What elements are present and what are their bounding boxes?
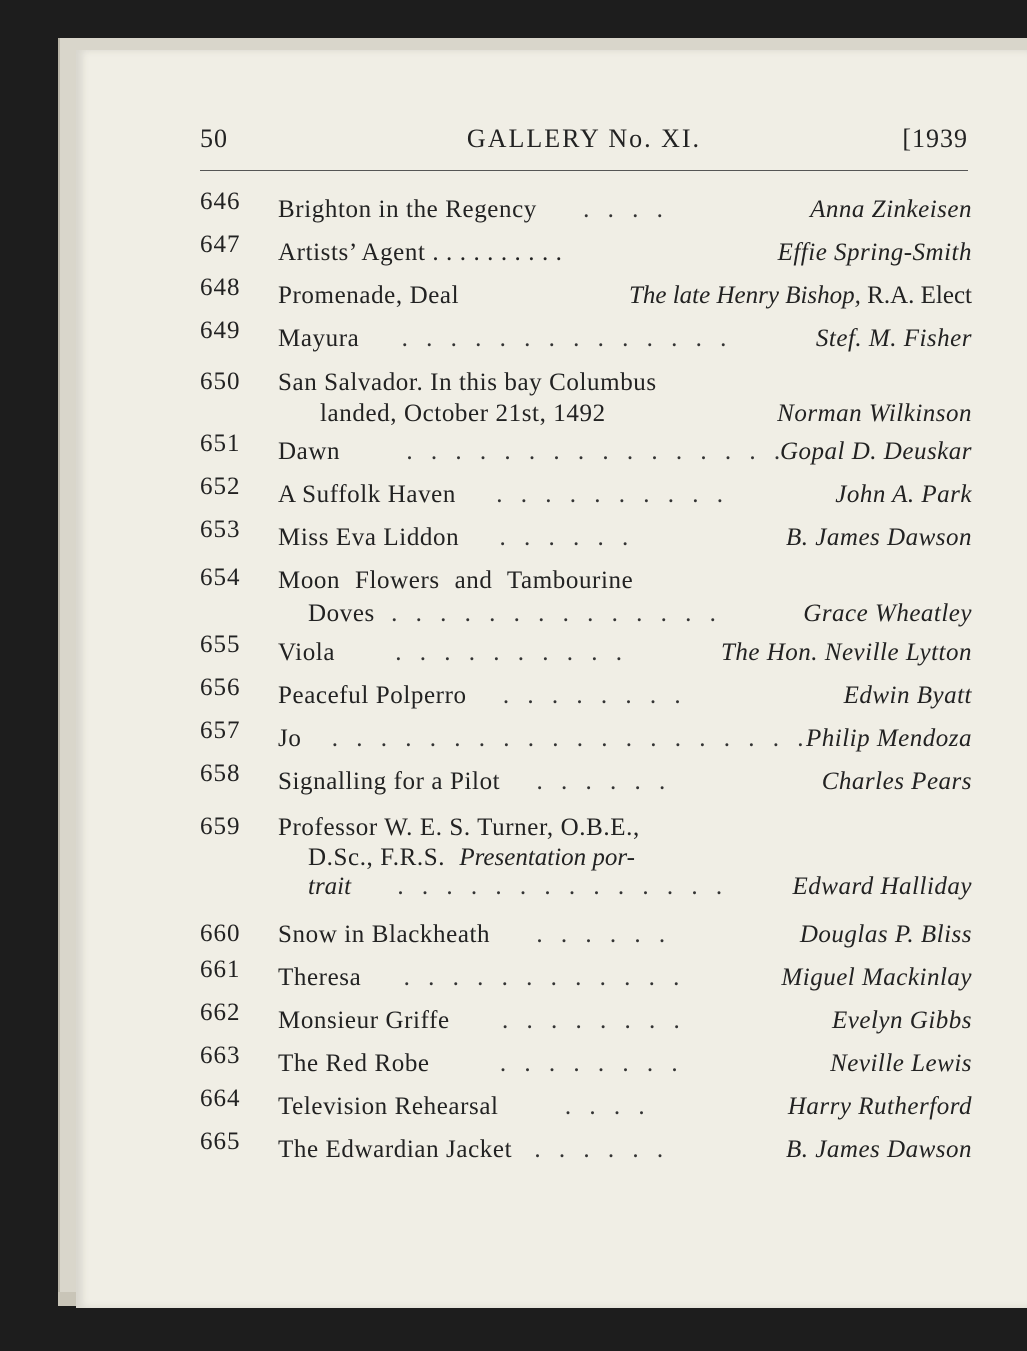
leader-dots: . . . . . . . . . . . . . . . .	[406, 438, 787, 465]
leader-dots: . . . .	[583, 196, 669, 223]
leader-dots: . . . . . . . . . .	[496, 481, 729, 508]
entry-number: 652	[200, 473, 241, 500]
entry-number: 648	[200, 274, 241, 301]
entry-number: 653	[200, 516, 241, 543]
entry-artist: Edwin Byatt	[843, 682, 972, 709]
leader-dots: . . . . . . . . . . . . . . . . . . . .	[331, 725, 810, 752]
entry-artist: Gopal D. Deuskar	[779, 438, 972, 465]
entry-title: Promenade, Deal	[278, 282, 460, 309]
entry-title: Dawn	[278, 438, 341, 465]
list-item	[200, 1128, 972, 1171]
list-item	[200, 760, 972, 803]
entry-title: Signalling for a Pilot	[278, 768, 501, 795]
list-item	[200, 631, 972, 674]
leader-dots: . . . . . . . . . . . .	[403, 964, 686, 991]
entry-title: Jo	[278, 725, 302, 752]
leader-dots: . . . . . .	[536, 768, 672, 795]
entry-number: 661	[200, 956, 241, 983]
leader-dots: . . . . . . . .	[501, 1007, 686, 1034]
entry-artist: John A. Park	[835, 481, 972, 508]
entry-number: 651	[200, 430, 241, 457]
entry-title-cont: landed, October 21st, 1492	[320, 400, 606, 427]
entry-number: 665	[200, 1128, 241, 1155]
entry-title: Brighton in the Regency	[278, 196, 537, 223]
catalogue-year: [1939	[902, 124, 968, 153]
list-item	[200, 564, 972, 631]
list-item	[200, 813, 972, 906]
entry-artist: Stef. M. Fisher	[815, 325, 972, 352]
entry-artist: Anna Zinkeisen	[810, 196, 972, 223]
entry-artist: The Hon. Neville Lytton	[720, 639, 972, 666]
entry-title: San Salvador. In this bay Columbus	[278, 369, 657, 396]
list-item	[200, 999, 972, 1042]
entry-number: 647	[200, 231, 241, 258]
entry-title: Viola	[278, 639, 336, 666]
entry-number: 663	[200, 1042, 241, 1069]
entry-title: Moon Flowers and Tambourine	[278, 567, 634, 594]
list-item	[200, 473, 972, 516]
list-item	[200, 913, 972, 956]
entry-title: The Red Robe	[278, 1050, 430, 1077]
leader-dots: . . . . . . . . . . . . . .	[391, 600, 722, 627]
leader-dots: . . . . . .	[536, 921, 672, 948]
list-item	[200, 430, 972, 473]
entry-artist: The late Henry Bishop,	[628, 282, 861, 309]
entry-number: 650	[200, 368, 241, 395]
entry-title: A Suffolk Haven	[278, 481, 456, 508]
gallery-title: GALLERY No. XI.	[466, 124, 702, 153]
entry-title: Television Rehearsal	[278, 1093, 499, 1120]
leader-dots: . . . . . . . . . . . . . .	[397, 873, 729, 900]
list-item	[200, 1042, 972, 1085]
entry-title: Professor W. E. S. Turner, O.B.E.,	[278, 814, 640, 841]
entry-artist: Grace Wheatley	[803, 600, 972, 627]
leader-dots: . . . . . . . . . .	[395, 639, 629, 666]
entry-number: 657	[200, 717, 241, 744]
entry-number: 662	[200, 999, 241, 1026]
entry-number: 659	[200, 813, 241, 840]
entry-artist: Evelyn Gibbs	[832, 1007, 972, 1034]
list-item	[200, 317, 972, 360]
entry-title: Theresa	[278, 964, 362, 991]
entry-title: Snow in Blackheath	[278, 921, 491, 948]
entry-number: 646	[200, 188, 241, 215]
entry-title: Artists’ Agent . . . . . . . . . .	[278, 239, 563, 266]
leader-dots: . . . . . . . .	[502, 682, 687, 709]
entry-number: 655	[200, 631, 241, 658]
list-item	[200, 274, 972, 317]
list-item	[200, 1085, 972, 1128]
entry-artist: Douglas P. Bliss	[799, 921, 972, 948]
entry-number: 649	[200, 317, 241, 344]
entry-artist: Effie Spring-Smith	[777, 239, 972, 266]
entry-artist: Harry Rutherford	[787, 1093, 972, 1120]
entry-number: 664	[200, 1085, 241, 1112]
entry-artist: Neville Lewis	[830, 1050, 972, 1077]
entry-number: 654	[200, 564, 241, 591]
leader-dots: . . . . . . . . . . . . . .	[401, 325, 733, 352]
entry-artist: B. James Dawson	[786, 524, 972, 551]
header-rule	[200, 170, 968, 171]
entry-artist: Philip Mendoza	[805, 725, 972, 752]
entry-title: Mayura	[278, 325, 360, 352]
leader-dots: . . . . . .	[499, 524, 635, 551]
list-item	[200, 516, 972, 559]
entry-title-cont: D.Sc., F.R.S.	[308, 844, 446, 871]
list-item	[200, 231, 972, 274]
entry-number: 660	[200, 920, 241, 947]
page-header	[200, 124, 968, 160]
leader-dots: . . . .	[564, 1093, 651, 1120]
entry-artist-suffix: R.A. Elect	[867, 282, 972, 309]
entry-title: Monsieur Griffe	[278, 1007, 450, 1034]
list-item	[200, 674, 972, 717]
entry-title-cont: Doves	[308, 600, 375, 627]
entry-title: Peaceful Polperro	[278, 682, 467, 709]
entry-artist: Norman Wilkinson	[777, 400, 972, 427]
entry-title-italic: Presentation por-	[459, 844, 635, 871]
entry-artist: Miguel Mackinlay	[781, 964, 972, 991]
list-item	[200, 717, 972, 760]
entry-number: 658	[200, 760, 241, 787]
list-item	[200, 368, 972, 430]
leader-dots: . . . . . .	[534, 1136, 670, 1163]
entry-title: Miss Eva Liddon	[278, 524, 460, 551]
leader-dots: . . . . . . . .	[499, 1050, 684, 1077]
entry-artist: Edward Halliday	[792, 873, 972, 900]
entry-title-cont: trait	[308, 873, 352, 900]
entry-number: 656	[200, 674, 241, 701]
list-item	[200, 956, 972, 999]
catalogue-entries	[200, 188, 972, 1171]
entry-artist: Charles Pears	[821, 768, 972, 795]
entry-artist: B. James Dawson	[786, 1136, 972, 1163]
entry-title: The Edwardian Jacket	[278, 1136, 513, 1163]
page-number: 50	[200, 124, 228, 153]
list-item	[200, 188, 972, 231]
